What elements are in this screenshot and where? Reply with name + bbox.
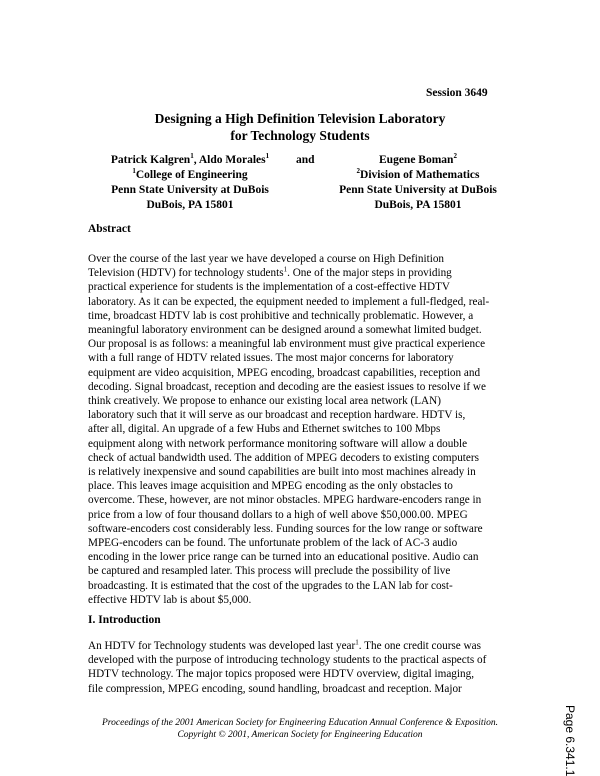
abstract-line: decoding. Signal broadcast, reception and decoding are the easiest issues to resolve if we (88, 380, 486, 393)
abstract-line: check of actual bandwidth used. The addition of MPEG decoders to existing computers (88, 451, 479, 464)
abstract-line: equipment along with network performance monitoring software will allow a double (88, 437, 468, 450)
author-address-left: DuBois, PA 15801 (146, 199, 234, 211)
paper-title (0, 110, 600, 144)
abstract-line: practical experience for students is the implementation of a cost-effective HDTV (88, 281, 451, 294)
abstract-line: time, broadcast HDTV lab is cost prohibitive and technically problematic. However, a (88, 309, 474, 322)
author-name-right: Eugene Boman$^2$ (379, 152, 457, 166)
page-number-label: Page 6.341.1 (563, 705, 577, 776)
author-column-right (318, 153, 518, 213)
abstract-line: Our proposal is as follows: a meaningful lab environment must give practical experience (88, 338, 486, 351)
author-connector: and (296, 154, 315, 166)
footer-line-2: Copyright © 2001, American Society for Engineering Education (177, 730, 423, 740)
author-names-left: Patrick Kalgren$^1$, Aldo Morales$^1$ (110, 152, 270, 166)
abstract-line: encoding in the lower price range can be turned into an educational positive. Audio can (88, 551, 479, 564)
title-line-2: for Technology Students (230, 128, 370, 143)
abstract-line: think creatively. We propose to enhance our existing local area network (LAN) (88, 395, 441, 408)
intro-line: HDTV technology. The major topics proposed were HDTV overview, digital imaging, (88, 668, 474, 681)
author-address-right: DuBois, PA 15801 (374, 199, 462, 211)
abstract-line: laboratory. As it can be expected, the equipment needed to implement a full-fledged, real- (88, 295, 490, 308)
author-column-left (90, 153, 290, 213)
abstract-line: broadcasting. It is estimated that the cost of the upgrades to the LAN lab for cost- (88, 579, 453, 592)
abstract-line: overcome. These, however, are not minor obstacles. MPEG hardware-encoders range in (88, 494, 482, 507)
session-number: Session 3649 (426, 87, 488, 99)
abstract-line: price from a low of four thousand dollars to a high of well above $50,000.00. MPEG (88, 508, 468, 521)
intro-line: developed with the purpose of introducing technology students to the practical aspects of (88, 654, 487, 667)
abstract-line: place. This leaves image acquisition and MPEG encoding as the only obstacles to (88, 480, 453, 493)
introduction-heading: I. Introduction (88, 614, 161, 626)
title-line-1: Designing a High Definition Television Laboratory (154, 111, 446, 126)
author-dept-left: $^1$College of Engineering (132, 167, 248, 181)
abstract-line: effective HDTV lab is about $5,000. (88, 593, 252, 606)
abstract-text (88, 252, 528, 607)
abstract-line: be captured and resampled later. This process will preclude the possibility of live (88, 565, 451, 578)
author-university-right: Penn State University at DuBois (339, 184, 497, 196)
intro-line: file compression, MPEG encoding, sound handling, broadcast and reception. Major (88, 682, 462, 695)
abstract-line: after all, digital. An upgrade of a few Hubs and Ethernet switches to 100 Mbps (88, 423, 441, 436)
abstract-heading: Abstract (88, 223, 131, 235)
abstract-line: MPEG-encoders can be found. The unfortunate problem of the lack of AC-3 audio (88, 537, 458, 550)
introduction-text (88, 639, 528, 696)
abstract-line: software-encoders cost considerably less. Funding sources for the low range or software (88, 522, 483, 535)
abstract-line: laboratory such that it will serve as our broadcast and reception hardware. HDTV is, (88, 409, 466, 422)
abstract-line: meaningful laboratory environment can be designed around a somewhat limited budget. (88, 324, 482, 337)
abstract-line: equipment are video acquisition, MPEG encoding, broadcast capabilities, reception and (88, 366, 481, 379)
abstract-line: with a full range of HDTV related issues. The most major concerns for laboratory (88, 352, 454, 365)
author-dept-right: $^2$Division of Mathematics (356, 167, 480, 181)
footer-line-1: Proceedings of the 2001 American Society for Engineering Education Annual Conference & Exposition. (101, 718, 499, 728)
author-university-left: Penn State University at DuBois (111, 184, 269, 196)
abstract-line: Television (HDTV) for technology students$^1$. One of the major steps in providing (88, 265, 452, 280)
intro-line: An HDTV for Technology students was developed last year$^1$. The one credit course was (88, 638, 481, 652)
abstract-line: Over the course of the last year we have developed a course on High Definition (88, 253, 445, 265)
abstract-line: is relatively inexpensive and sound capabilities are built into most machines already in (88, 466, 476, 479)
proceedings-footer (0, 717, 600, 741)
